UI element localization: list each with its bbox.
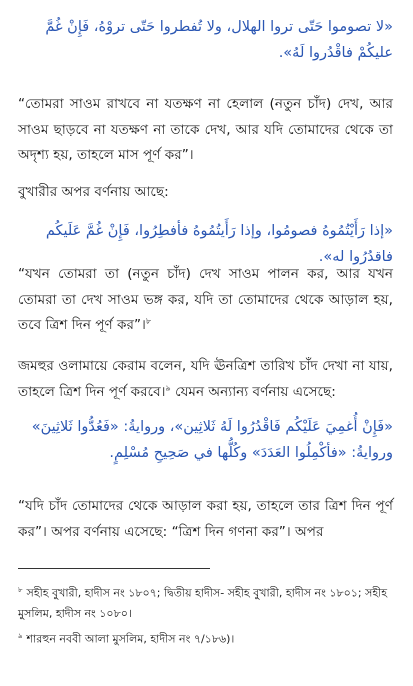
bangla-paragraph-4 [0,354,413,405]
footnote-ref-8: ৮ [145,316,152,326]
footnote-9-text: শারহুন নববী আলা মুসলিম, হাদীস নং ৭/১৮৬)। [26,632,235,646]
bangla-intro-2: বুখারীর অপর বর্ণনায় আছে: [18,184,169,200]
footnote-9-number: ৯ [18,632,23,640]
bangla-paragraph-4-text-b: যেমন অন্যান্য বর্ণনায় এসেছে: [170,383,336,400]
footnote-8 [18,580,398,624]
arabic-hadith-1: «لا تصوموا حَتّى تروا الهلال، ولا تُفطروا حَتّى تروْهُ، فَإِنْ غُمَّ عليكُمْ فاقْدُروا لَهُ». [45,19,393,61]
footnote-9 [18,626,398,650]
bangla-paragraph-4-text-a: জমহুর ওলামায়ে কেরাম বলেন, যদি ঊনত্রিশ তারিখ চাঁদ দেখা না যায়, তাহলে ত্রিশ দিন পূর্ণ করবে। [18,358,393,400]
footnote-8-number: ৮ [18,586,23,594]
bangla-translation-1: “তোমরা সাওম রাখবে না যতক্ষণ না হেলাল (নতুন চাঁদ) দেখ, আর সাওম ছাড়বে না যতক্ষণ না তাকে দেখ, আর যদি তোমাদের থেকে তা অদৃশ্য হয়, তাহলে মাস পূর্ণ কর”। [18,96,393,163]
footnote-8-text: সহীহ বুখারী, হাদীস নং ১৮০৭; দ্বিতীয় হাদীস- সহীহ বুখারী, হাদীস নং ১৮০১; সহীহ মুসলিম, হাদীস নং ১০৮০। [18,586,388,620]
arabic-hadith-3: «فَإِنْ أُغمِيَ عَلَيْكُم فَاقْدُرُوا لَهُ ثَلاثِين»، وروايةُ: «فَعُدُّوا ثَلاثِينَ» وروايةُ: «فأكْمِلُوا العَدَدَ» وكُلُّها في صَحِيحِ مُسْلِمٍ. [31,419,393,461]
footnote-divider [18,568,210,569]
arabic-hadith-2: «إذا رَأَيْتُمُوهُ فصومُوا، وإذا رَأَيتُمُوهُ فأفطِرُوا، فَإِنْ غُمَّ عَلَيكُم فاقدُرُوا له». [45,223,393,265]
bangla-translation-5: “যদি চাঁদ তোমাদের থেকে আড়াল করা হয়, তাহলে তার ত্রিশ দিন পূর্ণ কর”। অপর বর্ণনায় এসেছে: “ত্রিশ দিন গণনা কর”। অপর [18,498,393,540]
bangla-translation-3-text: “যখন তোমরা তা (নতুন চাঁদ) দেখ সাওম পালন কর, আর যখন তোমরা তা দেখ সাওম ভঙ্গ কর, যদি তা তোমাদের থেকে আড়াল হয়, তবে ত্রিশ দিন পূর্ণ কর”। [18,266,393,333]
footnote-ref-9: ৯ [165,382,171,392]
bangla-translation-3 [0,262,413,339]
